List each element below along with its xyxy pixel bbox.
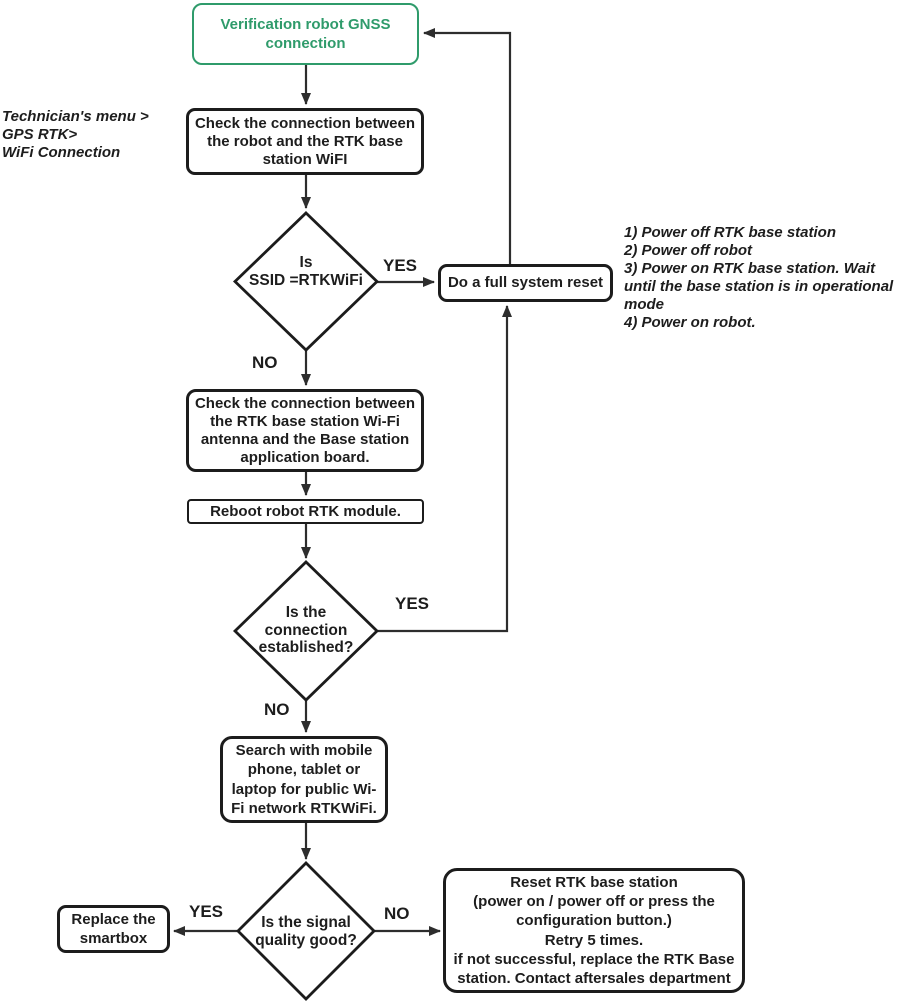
node-text-line: laptop for public Wi- (231, 780, 377, 798)
node-text-line: station. Contact aftersales department (457, 970, 731, 988)
node-text-line: Reset RTK base station (510, 873, 678, 891)
node-text-line: application board. (240, 448, 370, 466)
edge-label-yes-signal: YES (189, 902, 224, 921)
node-text-line: if not successful, replace the RTK Base (453, 950, 735, 968)
connection-decision-label (236, 604, 376, 657)
reset-procedure-note (624, 224, 898, 332)
note-line: 3) Power on RTK base station. Wait (624, 260, 876, 277)
node-text-line: Fi network RTKWiFi. (231, 800, 377, 817)
process-node-search-wifi (220, 736, 388, 823)
node-text-line: Check the connection between (194, 114, 416, 132)
edge-label-yes-ssid: YES (383, 256, 418, 275)
decision-text-line: Is (299, 254, 313, 271)
node-text-line: Replace the (71, 911, 156, 928)
note-line: 4) Power on robot. (624, 314, 756, 331)
decision-text-line: Is the signal (261, 914, 351, 931)
node-text-line: Check the connection between (194, 394, 416, 412)
start-node-verification (192, 3, 419, 65)
node-text-line: phone, tablet or (247, 761, 361, 778)
note-line: 2) Power off robot (624, 242, 753, 259)
decision-text-line: Is the (285, 604, 327, 621)
technician-menu-note (2, 108, 149, 162)
node-text-line: the RTK base station Wi-Fi (210, 412, 400, 430)
node-text-line: smartbox (79, 930, 148, 947)
signal-decision-label (236, 914, 376, 949)
node-text-line: Verification robot GNSS (220, 16, 391, 33)
note-line: Technician's menu > (2, 108, 149, 125)
node-text-line: Retry 5 times. (544, 931, 644, 949)
process-node-check-antenna (186, 389, 424, 472)
decision-text-line: connection (264, 621, 348, 639)
node-text-line: antenna and the Base station (200, 430, 410, 448)
edge-label-no-connection: NO (264, 700, 290, 719)
decision-text-line: quality good? (255, 931, 357, 949)
edge-label-yes-connection: YES (395, 594, 430, 613)
note-line: until the base station is in operational (624, 278, 894, 295)
node-text-line: Do a full system reset (447, 274, 604, 291)
note-line: WiFi Connection (2, 144, 121, 161)
node-text-line: (power on / power off or press the (473, 892, 715, 910)
decision-text-line: SSID =RTKWiFi (249, 271, 363, 289)
decision-text-line: established? (258, 639, 354, 656)
edge-label-no-ssid: NO (252, 353, 278, 372)
process-node-replace-smartbox (57, 905, 170, 953)
edge-label-no-signal: NO (384, 904, 410, 923)
process-node-reset-base-station (443, 868, 745, 993)
note-line: GPS RTK> (2, 126, 78, 143)
node-text-line: the robot and the RTK base (207, 132, 403, 150)
process-node-full-system-reset (438, 264, 613, 302)
node-text-line: Reboot robot RTK module. (210, 502, 401, 520)
node-text-line: connection (265, 35, 346, 52)
process-node-reboot-rtk (187, 499, 424, 524)
node-text-line: Search with mobile (235, 741, 373, 759)
node-text-line: configuration button.) (516, 912, 672, 930)
node-text-line: station WiFI (262, 150, 348, 168)
edge-full-reset-loop-to-start (424, 33, 510, 266)
note-line: mode (624, 296, 665, 313)
note-line: 1) Power off RTK base station (624, 224, 836, 241)
process-node-check-robot-wifi (186, 108, 424, 175)
ssid-decision-label (226, 254, 386, 289)
